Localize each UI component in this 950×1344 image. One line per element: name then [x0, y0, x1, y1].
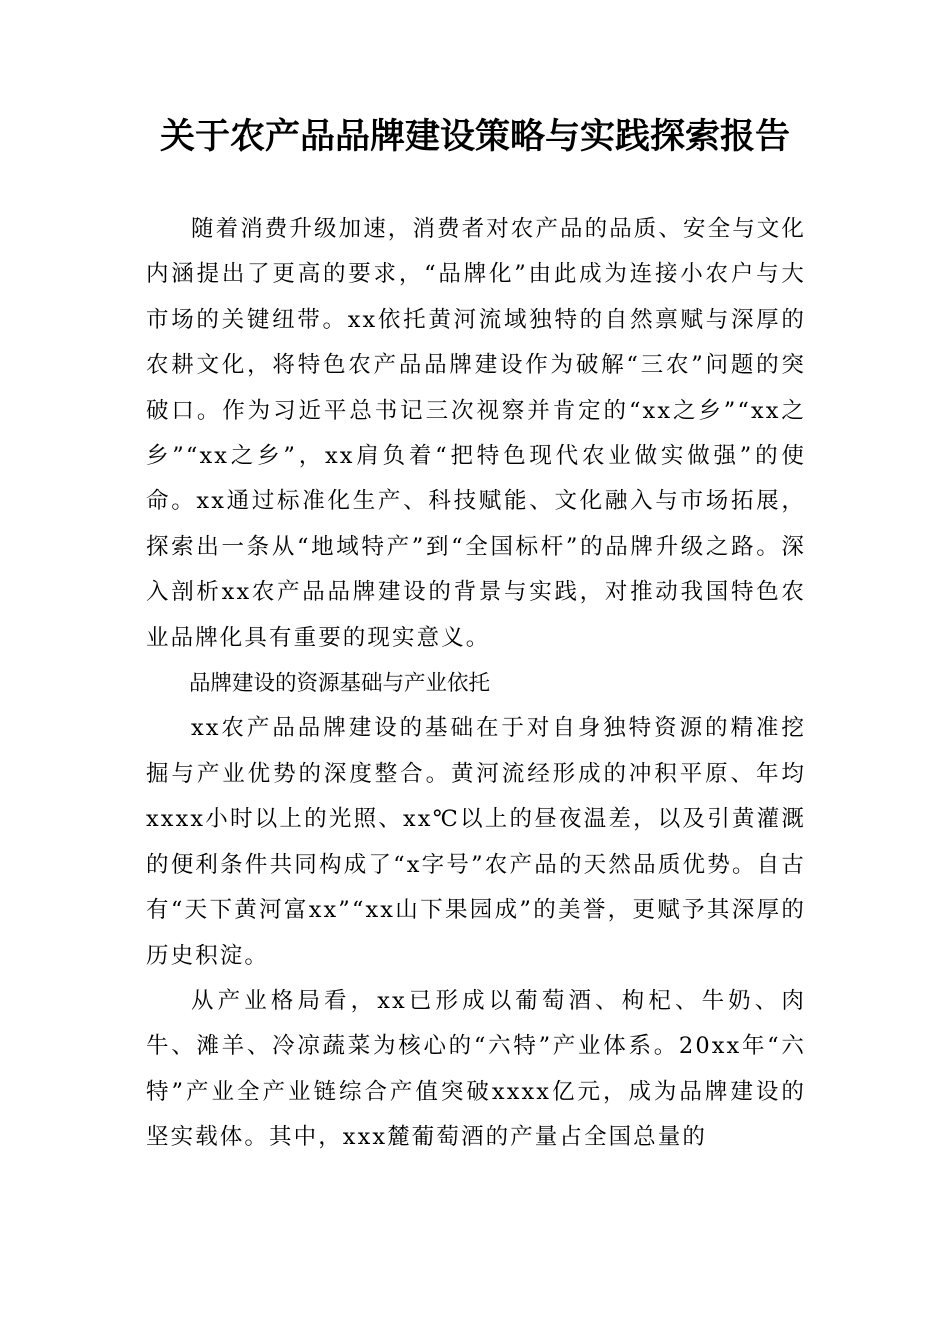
intro-paragraph: 随着消费升级加速，消费者对农产品的品质、安全与文化内涵提出了更高的要求，“品牌化”由此成为连接小农户与大市场的关键纽带。xx依托黄河流域独特的自然禀赋与深厚的农耕文化，将特色农产品品牌建设作为破解“三农”问题的突破口。作为习近平总书记三次视察并肯定的“xx之乡”“xx之乡”“xx之乡”，xx肩负着“把特色现代农业做实做强”的使命。xx通过标准化生产、科技赋能、文化融入与市场拓展，探索出一条从“地域特产”到“全国标杆”的品牌升级之路。深入剖析xx农产品品牌建设的背景与实践，对推动我国特色农业品牌化具有重要的现实意义。 [146, 216, 807, 651]
section-heading: 品牌建设的资源基础与产业依托 [189, 671, 491, 697]
section-paragraph-2: 从产业格局看，xx已形成以葡萄酒、枸杞、牛奶、肉牛、滩羊、冷凉蔬菜为核心的“六特”产业体系。20xx年“六特”产业全产业链综合产值突破xxxx亿元，成为品牌建设的坚实载体。其中，xxx麓葡萄酒的产量占全国总量的 [146, 987, 806, 1151]
section-paragraph-1: xx农产品品牌建设的基础在于对自身独特资源的精准挖掘与产业优势的深度整合。黄河流经形成的冲积平原、年均xxxx小时以上的光照、xx℃以上的昼夜温差，以及引黄灌溉的便利条件共同构成了“x字号”农产品的天然品质优势。自古有“天下黄河富xx”“xx山下果园成”的美誉，更赋予其深厚的历史积淀。 [146, 715, 806, 969]
document-title: 关于农产品品牌建设策略与实践探索报告 [159, 116, 790, 157]
document-body [146, 207, 806, 1161]
